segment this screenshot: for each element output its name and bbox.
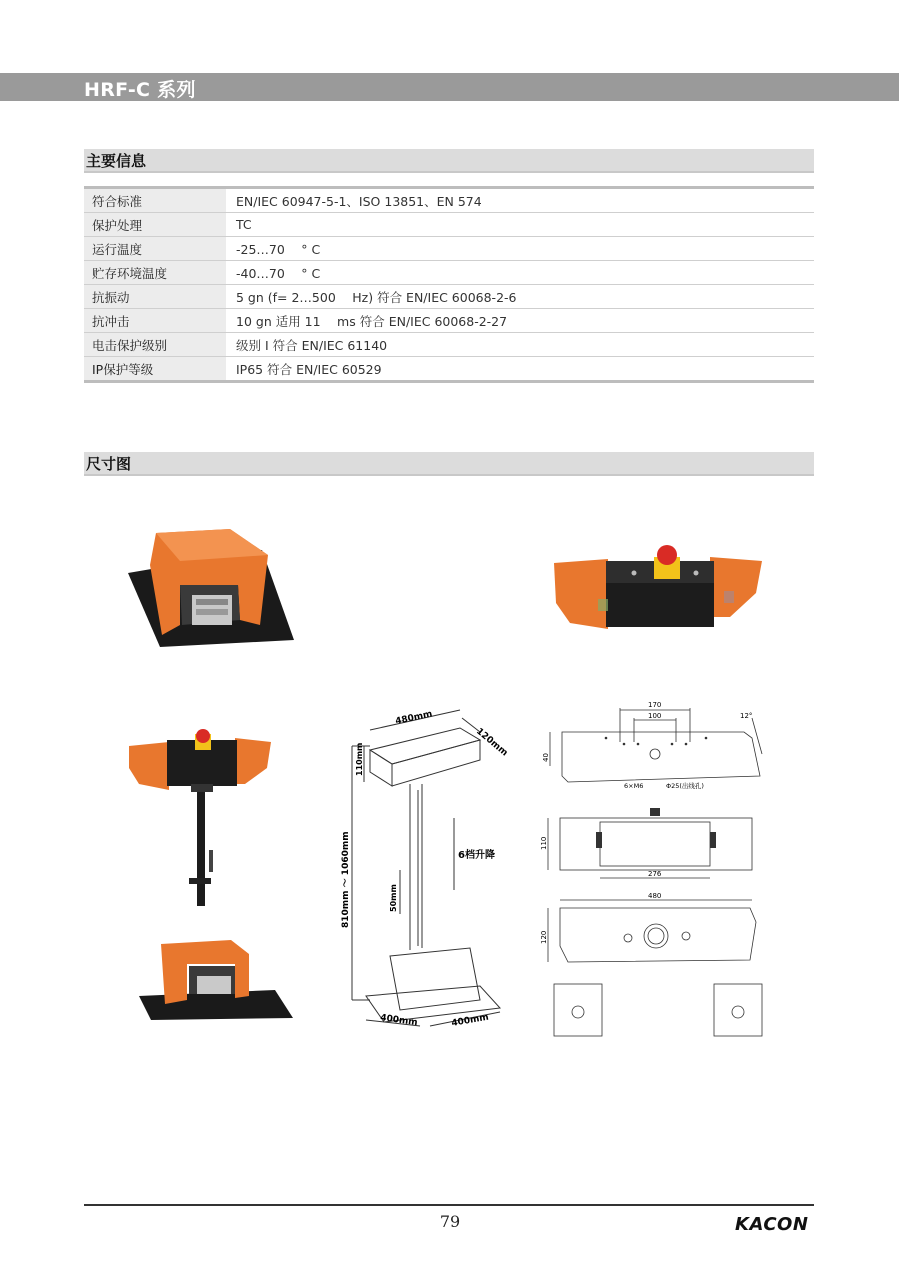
- page-title: HRF-C 系列: [84, 79, 196, 101]
- spec-label: 符合标准: [84, 188, 226, 213]
- spec-value: -25…70 ° C: [226, 237, 814, 261]
- spec-value: 5 gn (f= 2…500 Hz) 符合 EN/IEC 60068-2-6: [226, 285, 814, 309]
- spec-value: -40…70 ° C: [226, 261, 814, 285]
- dim-angle-12: 12°: [740, 712, 753, 720]
- dim-110: 110: [540, 836, 548, 850]
- spec-row: [84, 309, 814, 333]
- orthographic-drawings: [538, 696, 773, 1041]
- spec-value: EN/IEC 60947-5-1、ISO 13851、EN 574: [226, 188, 814, 213]
- spec-value: 10 gn 适用 11 ms 符合 EN/IEC 60068-2-27: [226, 309, 814, 333]
- spec-label: 保护处理: [84, 213, 226, 237]
- spec-label: 抗振动: [84, 285, 226, 309]
- section-header-dimensions: [84, 452, 814, 476]
- dim-width-480: 480mm: [394, 709, 434, 727]
- dim-base-depth: 400mm: [450, 1012, 490, 1029]
- section-header-specs: [84, 149, 814, 173]
- control-box-photo: [550, 543, 768, 633]
- dim-depth-120: 120mm: [474, 726, 510, 759]
- spec-table: [84, 186, 814, 383]
- spec-label: 运行温度: [84, 237, 226, 261]
- dim-480: 480: [648, 892, 662, 900]
- spec-value: 级别 I 符合 EN/IEC 61140: [226, 333, 814, 357]
- spec-value: IP65 符合 EN/IEC 60529: [236, 361, 382, 377]
- spec-row: [84, 261, 814, 285]
- spec-value: TC: [226, 213, 814, 237]
- spec-row: [84, 213, 814, 237]
- dim-170: 170: [648, 701, 662, 709]
- spec-row: [84, 357, 814, 382]
- spec-label: 抗冲击: [84, 309, 226, 333]
- spec-label: IP保护等级: [84, 357, 226, 382]
- dim-120: 120: [540, 930, 548, 944]
- spec-row: [84, 237, 814, 261]
- spec-label: 电击保护级别: [84, 333, 226, 357]
- title-bar: [0, 73, 899, 101]
- dim-step-50: 50mm: [389, 884, 398, 912]
- page-number: 79: [439, 1212, 461, 1231]
- spec-row: [84, 188, 814, 213]
- dim-base-width: 400mm: [379, 1013, 419, 1029]
- isometric-dimension-drawing: [330, 700, 515, 1040]
- pedal-photo: [120, 525, 298, 650]
- assembly-photo: [125, 728, 297, 1024]
- dim-levels: 6档升降: [458, 850, 495, 861]
- spec-row: [84, 333, 814, 357]
- section-title-dimensions: 尺寸图: [86, 455, 132, 473]
- spec-row: [84, 285, 814, 309]
- section-title-specs: 主要信息: [86, 152, 147, 170]
- dim-40: 40: [542, 753, 550, 762]
- footer-rule: [84, 1204, 814, 1206]
- dim-outlet: Φ25(出线孔): [666, 782, 704, 790]
- dim-276: 276: [648, 870, 662, 878]
- dim-height-110: 110mm: [355, 742, 364, 776]
- spec-label: 贮存环境温度: [84, 261, 226, 285]
- dim-height-range: 810mm ～ 1060mm: [341, 831, 351, 928]
- dim-100: 100: [648, 712, 662, 720]
- dim-holes: 6×M6: [624, 782, 644, 790]
- brand-logo: KACON: [735, 1214, 809, 1235]
